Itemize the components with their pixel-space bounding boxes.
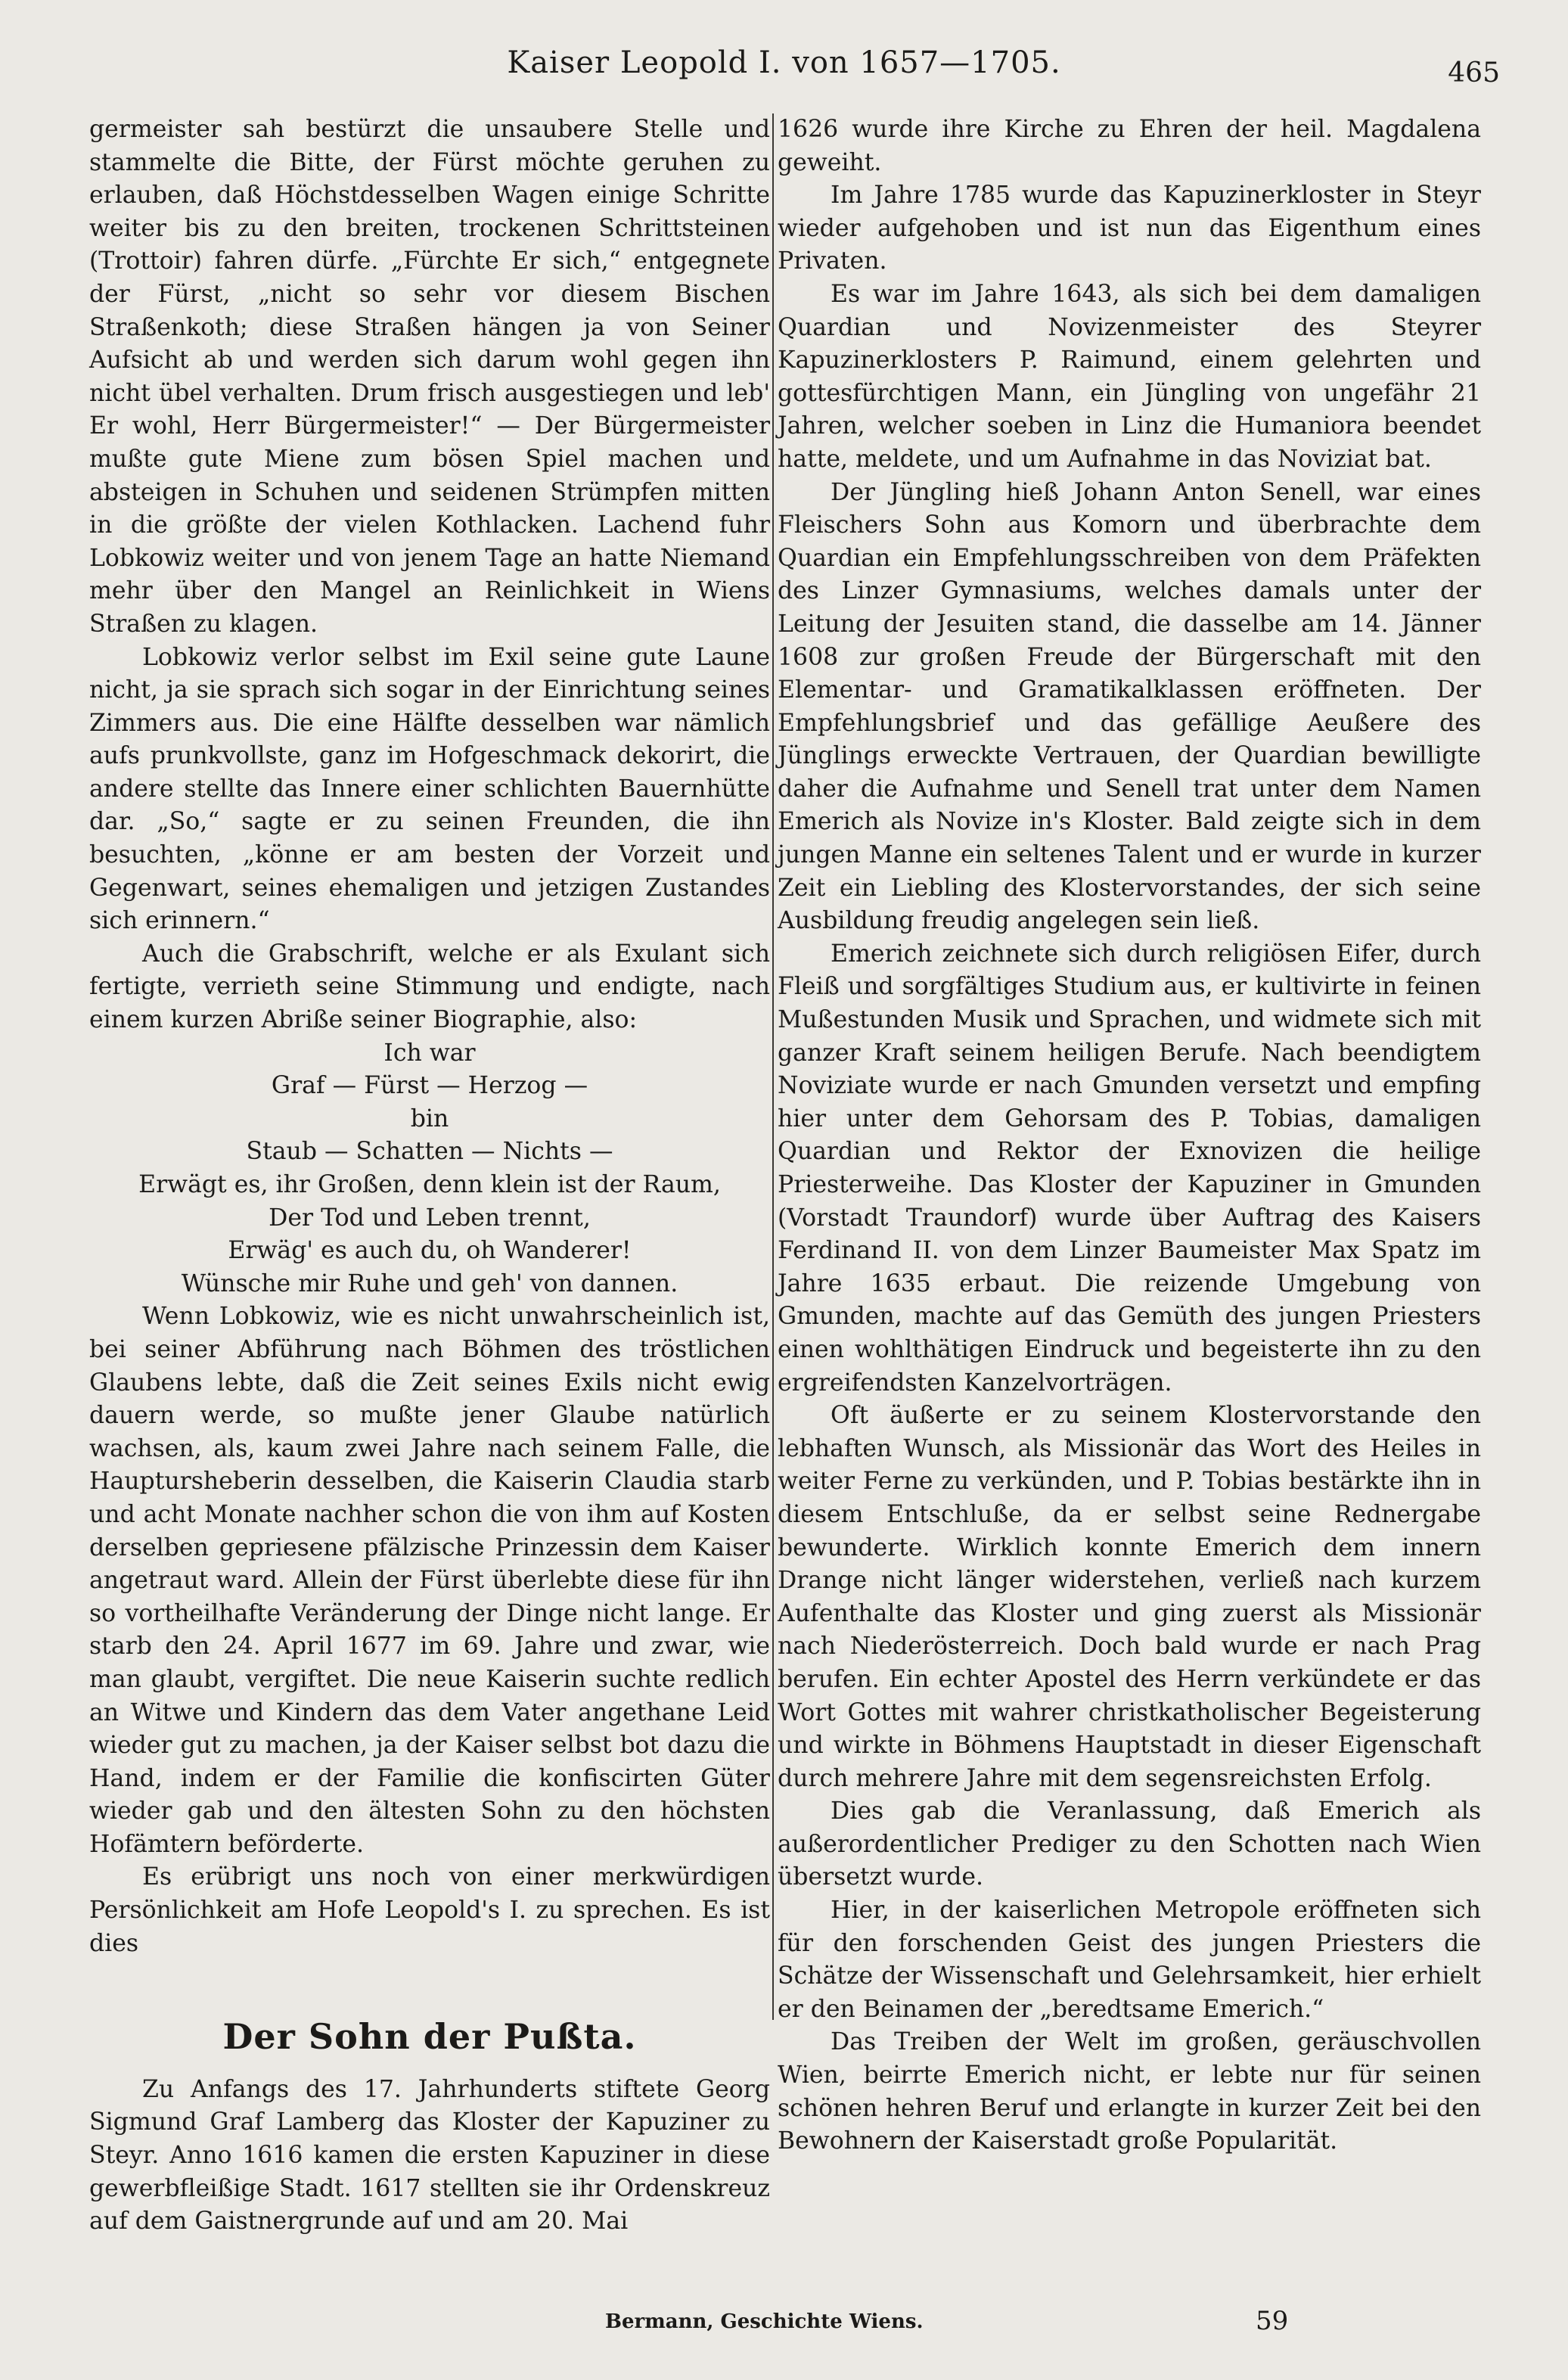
poem-line: bin bbox=[410, 1105, 449, 1133]
signature-mark: 59 bbox=[1256, 2306, 1289, 2336]
poem-line: Wünsche mir Ruhe und geh' von dannen. bbox=[181, 1269, 678, 1297]
paragraph: Zu Anfangs des 17. Jahrhunderts stiftete Georg Sigmund Graf Lamberg das Kloster der Kapuziner zu Steyr. Anno 1616 kamen die ersten Kapuziner in diese gewerbfleißige Stadt. 1617 stellten sie ihr Ordenskreuz auf dem Gaistnergrunde auf und am 20. Mai bbox=[89, 2075, 770, 2236]
paragraph: germeister sah bestürzt die unsaubere Stelle und stammelte die Bitte, der Fürst möchte geruhen zu erlauben, daß Höchstdesselben Wagen einige Schritte weiter bis zu den breiten, trockenen Schrittsteinen (Trottoir) fahren dürfe. „Fürchte Er sich,“ entgegnete der Fürst, „nicht so sehr vor diesem Bischen Straßenkoth; diese Straßen hängen ja von Seiner Aufsicht ab und werden sich darum wohl gegen ihn nicht übel verhalten. Drum frisch ausgestiegen und leb' Er wohl, Herr Bürgermeister!“ — Der Bürgermeister mußte gute Miene zum bösen Spiel machen und absteigen in Schuhen und seidenen Strümpfen mitten in die größte der vielen Kothlacken. Lachend fuhr Lobkowiz weiter und von jenem Tage an hatte Niemand mehr über den Mangel an Reinlichkeit in Wiens Straßen zu klagen. bbox=[89, 116, 770, 638]
poem-line: Graf — Fürst — Herzog — bbox=[271, 1072, 588, 1100]
paragraph: Auch die Grabschrift, welche er als Exulant sich fertigte, verrieth seine Stimmung und endigte, nach einem kurzen Abriße seiner Biographie, also: bbox=[89, 940, 770, 1034]
column-divider bbox=[772, 113, 774, 2020]
poem-line: Erwäg' es auch du, oh Wanderer! bbox=[228, 1237, 632, 1265]
poem-line: Ich war bbox=[383, 1039, 476, 1067]
running-title: Kaiser Leopold I. von 1657—1705. bbox=[507, 45, 1061, 80]
paragraph: 1626 wurde ihre Kirche zu Ehren der heil. Magdalena geweiht. bbox=[778, 116, 1481, 176]
left-column bbox=[89, 113, 770, 2239]
paragraph: Es war im Jahre 1643, als sich bei dem damaligen Quardian und Novizenmeister des Steyrer Kapuzinerklosters P. Raimund, einem gelehrten und gottesfürchtigen Mann, ein Jüngling von ungefähr 21 Jahren, welcher soeben in Linz die Humaniora beendet hatte, meldete, und um Aufnahme in das Noviziat bat. bbox=[778, 280, 1481, 473]
paragraph: Das Treiben der Welt im großen, geräuschvollen Wien, beirrte Emerich nicht, er lebte nur für seinen schönen hehren Beruf und erlangte in kurzer Zeit bei den Bewohnern der Kaiserstadt große Popularität. bbox=[778, 2028, 1481, 2155]
poem-line: Staub — Schatten — Nichts — bbox=[246, 1138, 613, 1166]
paragraph: Es erübrigt uns noch von einer merkwürdigen Persönlichkeit am Hofe Leopold's I. zu sprechen. Es ist dies bbox=[89, 1863, 770, 1957]
paragraph: Hier, in der kaiserlichen Metropole eröffneten sich für den forschenden Geist des jungen Priesters die Schätze der Wissenschaft und Gelehrsamkeit, hier erhielt er den Beinamen der „beredtsame Emerich.“ bbox=[778, 1897, 1481, 2023]
epitaph-poem bbox=[89, 1037, 770, 1301]
paragraph: Wenn Lobkowiz, wie es nicht unwahrscheinlich ist, bei seiner Abführung nach Böhmen des tröstlichen Glaubens lebte, daß die Zeit seines Exils nicht ewig dauern werde, so mußte jener Glaube natürlich wachsen, als, kaum zwei Jahre nach seinem Falle, die Hauptursheberin desselben, die Kaiserin Claudia starb und acht Monate nachher schon die von ihm auf Kosten derselben gepriesene pfälzische Prinzessin dem Kaiser angetraut ward. Allein der Fürst überlebte diese für ihn so vortheilhafte Veränderung der Dinge nicht lange. Er starb den 24. April 1677 im 69. Jahre und zwar, wie man glaubt, vergiftet. Die neue Kaiserin suchte redlich an Witwe und Kindern das dem Vater angethane Leid wieder gut zu machen, ja der Kaiser selbst bot dazu die Hand, indem er der Familie die konfiscirten Güter wieder gab und den ältesten Sohn zu den höchsten Hofämtern beförderte. bbox=[89, 1303, 770, 1858]
paragraph: Emerich zeichnete sich durch religiösen Eifer, durch Fleiß und sorgfältiges Studium aus, er kultivirte in feinen Mußestunden Musik und Sprachen, und widmete sich mit ganzer Kraft seinem heiligen Berufe. Nach beendigtem Noviziate wurde er nach Gmunden versetzt und empfing hier unter dem Gehorsam des P. Tobias, damaligen Quardian und Rektor der Exnovizen die heilige Priesterweihe. Das Kloster der Kapuziner in Gmunden (Vorstadt Traundorf) wurde über Auftrag des Kaisers Ferdinand II. von dem Linzer Baumeister Max Spatz im Jahre 1635 erbaut. Die reizende Umgebung von Gmunden, machte auf das Gemüth des jungen Priesters einen wohlthätigen Eindruck und begeisterte ihn zu den ergreifendsten Kanzelvorträgen. bbox=[778, 940, 1481, 1397]
page-footer bbox=[605, 2306, 1485, 2344]
right-column bbox=[778, 113, 1481, 2158]
page-number: 465 bbox=[1448, 57, 1500, 89]
poem-line: Der Tod und Leben trennt, bbox=[269, 1204, 591, 1232]
paragraph: Im Jahre 1785 wurde das Kapuzinerkloster in Steyr wieder aufgehoben und ist nun das Eigenthum eines Privaten. bbox=[778, 182, 1481, 275]
page-header bbox=[0, 45, 1568, 91]
paragraph: Der Jüngling hieß Johann Anton Senell, war eines Fleischers Sohn aus Komorn und überbrachte dem Quardian ein Empfehlungsschreiben von dem Präfekten des Linzer Gymnasiums, welches damals unter der Leitung der Jesuiten stand, die dasselbe am 14. Jänner 1608 zur großen Freude der Bürgerschaft mit den Elementar- und Gramatikalklassen eröffneten. Der Empfehlungsbrief und das gefällige Aeußere des Jünglings erweckte Vertrauen, der Quardian bewilligte daher die Aufnahme und Senell trat unter dem Namen Emerich als Novize in's Kloster. Bald zeigte sich in dem jungen Manne ein seltenes Talent und er wurde in kurzer Zeit ein Liebling des Klostervorstandes, der sich seine Ausbildung freudig angelegen sein ließ. bbox=[778, 478, 1481, 935]
poem-line: Erwägt es, ihr Großen, denn klein ist der Raum, bbox=[138, 1171, 721, 1198]
section-heading: Der Sohn der Pußta. bbox=[222, 2016, 637, 2058]
paragraph: Oft äußerte er zu seinem Klostervorstande den lebhaften Wunsch, als Missionär das Wort des Heiles in weiter Ferne zu verkünden, und P. Tobias bestärkte ihn in diesem Entschluße, da er selbst seine Rednergabe bewunderte. Wirklich konnte Emerich dem innern Drange nicht länger widerstehen, verließ nach kurzem Aufenthalte das Kloster und ging zuerst als Missionär nach Niederösterreich. Doch bald wurde er nach Prag berufen. Ein echter Apostel des Herrn verkündete er das Wort Gottes mit wahrer christkatholischer Begeisterung und wirkte in Böhmens Hauptstadt in dieser Eigenschaft durch mehrere Jahre mit dem segensreichsten Erfolg. bbox=[778, 1402, 1481, 1792]
source-line: Bermann, Geschichte Wiens. bbox=[605, 2310, 924, 2333]
paragraph: Dies gab die Veranlassung, daß Emerich als außerordentlicher Prediger zu den Schotten nach Wien übersetzt wurde. bbox=[778, 1797, 1481, 1891]
paragraph: Lobkowiz verlor selbst im Exil seine gute Laune nicht, ja sie sprach sich sogar in der Einrichtung seines Zimmers aus. Die eine Hälfte desselben war nämlich aufs prunkvollste, ganz im Hofgeschmack dekorirt, die andere stellte das Innere einer schlichten Bauernhütte dar. „So,“ sagte er zu seinen Freunden, die ihn besuchten, „könne er am besten der Vorzeit und Gegenwart, seines ehemaligen und jetzigen Zustandes sich erinnern.“ bbox=[89, 643, 770, 935]
